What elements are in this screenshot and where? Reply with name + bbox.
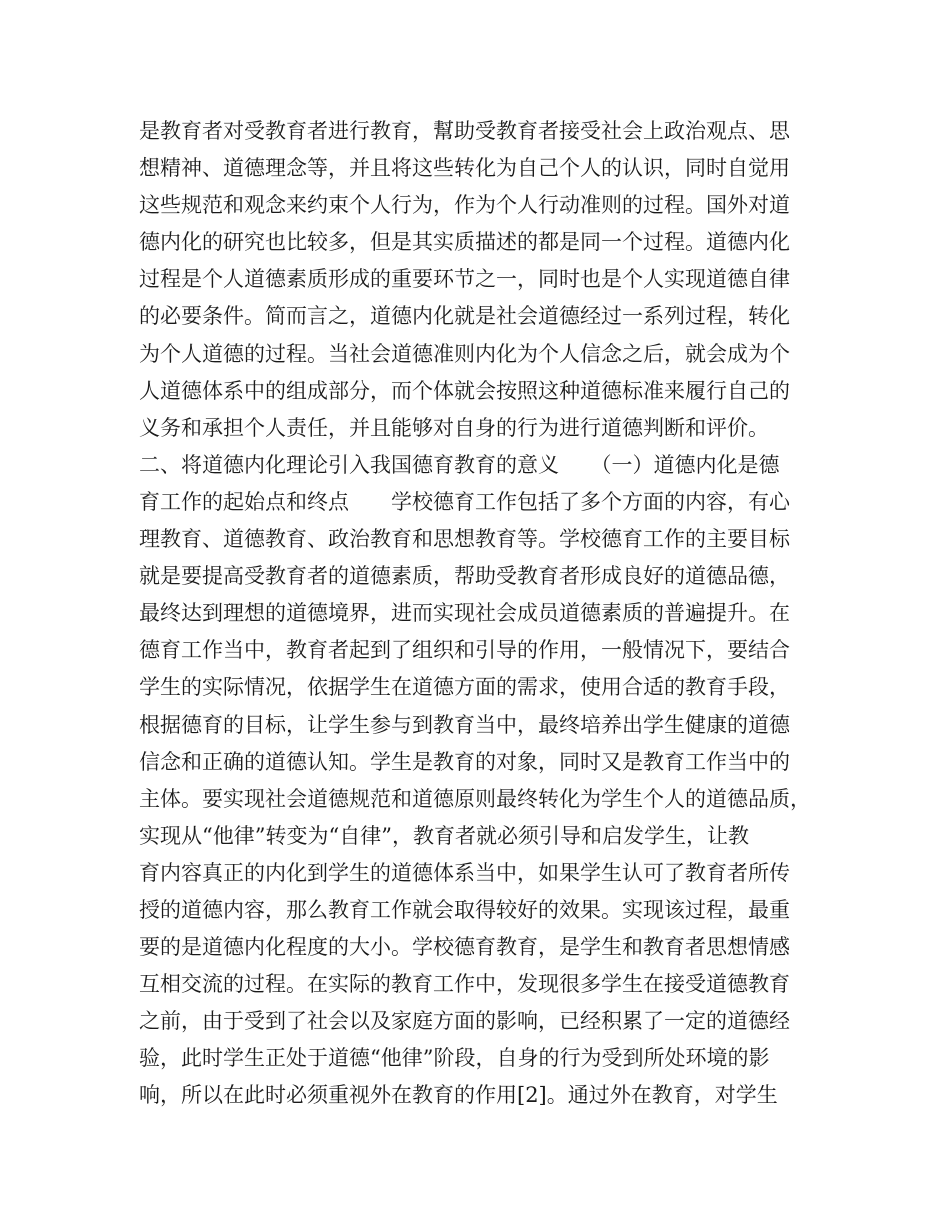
body-text	[139, 113, 819, 1115]
text-line: 为个人道德的过程。当社会道德准则内化为个人信念之后，就会成为个	[139, 341, 790, 366]
text-line: 授的道德内容，那么教育工作就会取得较好的效果。实现该过程，最重	[139, 897, 790, 922]
text-line: 学生的实际情况，依据学生在道德方面的需求，使用合适的教育手段，	[139, 675, 790, 700]
text-line: 要的是道德内化程度的大小。学校德育教育，是学生和教育者思想情感	[139, 935, 790, 960]
text-line: 是教育者对受教育者进行教育，幫助受教育者接受社会上政治观点、思	[139, 119, 790, 143]
text-line: 主体。要实现社会道德规范和道德原则最终转化为学生个人的道德品质，	[139, 786, 811, 811]
text-line: 育内容真正的内化到学生的道德体系当中，如果学生认可了教育者所传	[139, 860, 790, 885]
text-line: 之前，由于受到了社会以及家庭方面的影响，已经积累了一定的道德经	[139, 1009, 790, 1034]
text-line: 的必要条件。简而言之，道德内化就是社会道德经过一系列过程，转化	[139, 304, 790, 329]
text-line: 德育工作当中，教育者起到了组织和引导的作用，一般情况下，要结合	[139, 638, 790, 663]
text-line: 最终达到理想的道德境界，进而实现社会成员道德素质的普遍提升。在	[139, 601, 790, 626]
text-line: 过程是个人道德素质形成的重要环节之一，同时也是个人实现道德自律	[139, 267, 790, 292]
text-line: 育工作的起始点和终点 学校德育工作包括了多个方面的内容，有心	[139, 489, 790, 514]
text-line: 义务和承担个人责任，并且能够对自身的行为进行道德判断和评价。	[139, 415, 769, 440]
text-line: 信念和正确的道德认知。学生是教育的对象，同时又是教育工作当中的	[139, 749, 790, 774]
text-line: 响，所以在此时必须重视外在教育的作用[2]。通过外在教育，对学生	[139, 1083, 778, 1108]
text-line: 实现从“他律”转变为“自律”，教育者就必须引导和启发学生，让教	[139, 823, 749, 848]
text-line: 就是要提高受教育者的道德素质，帮助受教育者形成良好的道德品德，	[139, 564, 790, 589]
text-line: 这些规范和观念来约束个人行为，作为个人行动准则的过程。国外对道	[139, 193, 790, 218]
text-line: 德内化的研究也比较多，但是其实质描述的都是同一个过程。道德内化	[139, 230, 790, 255]
text-line: 验，此时学生正处于道德“他律”阶段，自身的行为受到所处环境的影	[139, 1046, 770, 1071]
text-line: 互相交流的过程。在实际的教育工作中，发现很多学生在接受道德教育	[139, 972, 790, 997]
text-line: 想精神、道德理念等，并且将这些转化为自己个人的认识，同时自觉用	[139, 156, 790, 181]
text-line: 理教育、道德教育、政治教育和思想教育等。学校德育工作的主要目标	[139, 527, 790, 552]
text-line: 根据德育的目标，让学生参与到教育当中，最终培养出学生健康的道德	[139, 712, 790, 737]
text-line: 人道德体系中的组成部分，而个体就会按照这种道德标准来履行自己的	[139, 378, 790, 403]
text-line: 二、将道德内化理论引入我国德育教育的意义 （一）道德内化是德	[139, 452, 780, 477]
